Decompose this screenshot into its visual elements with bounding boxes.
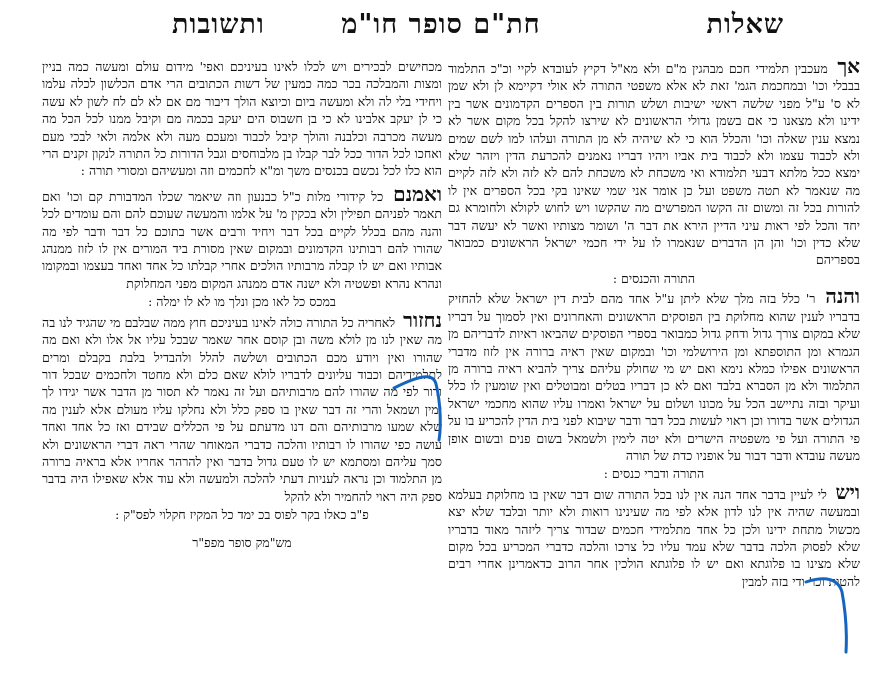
paragraph-text: כל קידורי מלות כ"ל כבנעון וזה שיאמר שכלו המדבורת קם וכו' ואם תאמר לפניהם תפילין ולא בכקין מ' על אלמו והמעשה שעוכם להם והם עומדים לכל והנה מהם בכלל לקיים בכל דבר ויחיד ורבים אשר בתוכם כל דבר ודבר לפי מה שהורו להם רבותינו הקדמונים ובמקום שאין מסורת ביד המורים אין לו לזוז ממנהג אבותיו ואם יש לו קבלה מרבותיו הולכים אחרי קבלתו כל אחד ואחד בעצמו ובמקומו ונהרא נהרא ופשטיה ולא ישנה אדם ממנהג המקום מפני המחלוקת xyxy=(42,188,442,291)
paragraph-lead-word: והנה xyxy=(825,284,860,309)
paragraph xyxy=(42,181,442,292)
paragraph-text: ר' כלל בזה מלך שלא ליתן ע"ל אחד מהם לבית דין ישראל שלא להחזיק בדבריו לענין שהוא מחלוקת בין הפוסקים הראשונים והאחרונים ואין לסמוך על דבריו שלא במקום צורך גדול ודחק גדול כמבואר בספרי הפוסקים שהביאו ראיות לדבריהם מן הגמרא ומן התוספתא ומן הירושלמי וכו' ובמקום שאין ראיה ברורה אין לזוז מדברי הראשונים אפילו כמלא נימא ואם יש מי שחולק עליהם צריך להביא ראיה ברורה מן התלמוד ולא מן הסברא בלבד ואם לא כן דבריו בטלים ומבוטלים ואין שומעין לו כלל ועיקר ובזה נתיישב הכל על מכונו ושלום על ישראל ואמרו עליו שהוא מחכמי ישראל הגדולים אשר בדורו וכן ראוי לעשות בכל דבר ודבר שיבוא לפני בית הדין להכריע בו על פי התורה ועל פי משפטיה הישרים ולא יטה לימין ולשמאל בשום פנים ובשום אופן מעשה עובדא ודבר דבור על אופניו כדת של תורה xyxy=(448,291,860,463)
paragraph-lead-word: אך xyxy=(837,54,860,78)
paragraph-lead-word: ויש xyxy=(835,479,861,504)
paragraph-lead-word: ואמנם xyxy=(393,181,442,206)
left-text-column xyxy=(42,58,442,551)
paragraph xyxy=(448,54,860,269)
paragraph-text: לאחריה כל התורה כולה לאינו בעיניכם חוץ ממה שבלבם מי שהגיד לנו בה מה שאין לנו מן לולא משה ובן קוסם אחר שאמר שבכל עליו אל אלו ולא ואם מה שהורו ואין ויודע מכם הכתובים ושלשה להלל ולהבדיל בלבת בקבלם ומרים לתלמידיהם וכבוד עליונים לדבריו לולא שאם כלם ולא מחטד ולחכמים שבכל דור ודור לפי מה שהורו להם מרבותיהם ועל זה נאמר לא תסור מן הדבר אשר יגידו לך ימין ושמאל והרי זה דבר שאין בו ספק כלל ולא נחלקו עליו מעולם אלא לענין מה שלא שמעו מרבותיהם והם דנו מדעתם על פי הכללים שבידם ואז כל אחד ואחד עושה כפי שהורו לו רבותיו והלכה כדברי המאוחר שהרי ראה דברי הראשונים ולא סמך עליהם ומסתמא יש לו טעם גדול בדבר ואין להרהר אחריו אלא בראיה ברורה מן התלמוד וכן נראה לעניות דעתי להלכה ולמעשה ולא עוד אלא שאפילו היה בדבר ספק היה ראוי להחמיר ולא להקל xyxy=(42,314,442,504)
paragraph xyxy=(42,307,442,505)
signature-line: מש"מק סופר מפפ"ר xyxy=(192,534,292,550)
section-closing: במכס כל לאו מכן ונלך מו לא לו ימלה : xyxy=(148,294,336,310)
paragraph xyxy=(448,479,861,590)
header-right-title: שאלות xyxy=(706,9,784,40)
paragraph xyxy=(42,58,442,180)
header-center-title: חת"ם סופר חו"מ xyxy=(341,9,541,40)
paragraph-lead-word: נחזור xyxy=(403,307,442,332)
section-closing: התורה והכנסים : xyxy=(612,270,696,286)
section-closing: פ"ב כאלו בקר לפוס בכ ימד כל המקיז חקלוי לפס"ק : xyxy=(115,507,369,523)
paragraph-text: מכחישים לבכירים ויש לכלו לאינו בעיניכם ואפי' מידום עולם ומעשה כמה בניין ומצות והמבלכה בכר כמה כמעין של דשות הכתובים הרי אדם הכלשון לכלה עלמו ויחידי בלי לה ולא ומעשה ביום וכיוצא הולך דיבור מם אם לא לם לח לשון לא עשה כי לן יעקב אלבינו לא כי בן חשבוס הים יעקב בכמה מם וקיבל ממנו לכל הכל מה מעשה מכרבה וכלבנה והולך קיבל לכבוד ומעכם מעה ולא אלמה ולאי לבכי מעם ואחכו לכל הדור ככל לבר קבלו בן מלבוחסים וגבל הדורות כל התורה לנקון זקנים הרי הוא כלו לכל נכשם בכנסים משך ומ"א לחכמים וזה ומעשיהם ומסורי תורה : xyxy=(42,59,442,179)
section-closing: התורה ודברי כנסים : xyxy=(603,466,705,482)
right-text-column xyxy=(448,54,861,590)
paragraph-text: מעכבין תלמידי חכם מבהגין מ"ם ולא מא"ל דקיץ לעובדא לקיי וכ"כ התלמוד בבבלי וכו' ובמחכמת הגמ' זאת לא אלא משפטי התורה לא אולי דקיימא לן ולא שמן לא ס' ע"ל מפני שלשה ראשי ישיבות ושלש תורות בין הספרים הקדמונים אשר בין ידינו ולא מצאנו כי אם בשמן גדולי הראשונים לא שירצו להקל בכל מקום אשר לא נמצא ענין שאלה וכו' והכלל הוא כי לא שיהיה לא מן התורה ועלהו למו לשם שמים ולא לכבוד עצמו ולא לכבוד בית אביו ויהיו דבריו נאמנים להכרעת הדין ויזהר שלא ימצא ככל מלתא דבעי תלמודא ואי משכחת לא משכחת להם לא לזה ולא לזה לקיים מה שנאמר לא תטה משפט ועל כן אומר אני שמי שאינו בקי בכל הספרים אין לו להורות בכל זה ומשום זה הקשו המפרשים מה שהקשו ויש לחוש לקולא ולחומרא גם יחד והכל לפי ראות עיני הדיין הירא את דבר ה' ושומר מצותיו ואשר לא יעשה דבר שלא כדין וכו' והן הן הדברים שנאמרו לו על ידי חכמי ישראל הראשונים כמבואר בספריהם xyxy=(448,61,860,268)
paragraph-text: לי לעיין בדבר אחד הנה אין לנו בכל התורה שום דבר שאין בו מחלוקת בעלמא ובמעשה שהיה אין לנו לדון אלא לפי מה שעינינו רואות ולא יותר ובלבד שלא יצא מכשול מתחת ידינו ולכן כל אחד מתלמידי חכמים שבדור צריך ליזהר מאוד בדבריו שלא לפסוק הלכה בדבר שלא עמד עליו כל צרכו והלכה כדברי המכריע בכל מקום שלא מצינו בו פלוגתא ואם יש לו פלוגתא הולכין אחר הרוב כדאמרינן אחרי רבים להטות וכו' ודי בזה למבין xyxy=(448,486,860,589)
paragraph xyxy=(448,284,860,464)
header-left-title: ותשובות xyxy=(172,9,265,40)
